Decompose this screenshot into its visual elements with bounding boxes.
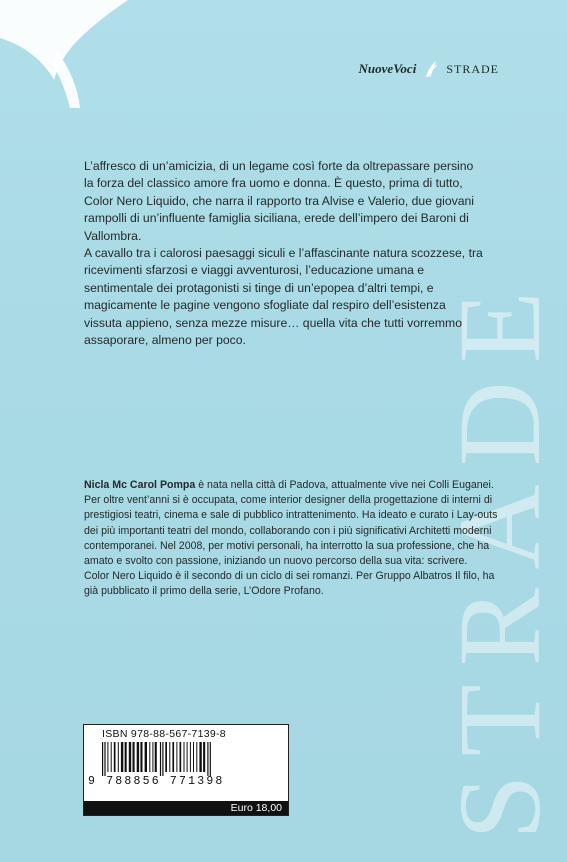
synopsis bbox=[84, 158, 484, 349]
price-bar bbox=[84, 801, 288, 815]
barcode-label bbox=[83, 724, 289, 816]
corner-swoosh-graphic bbox=[0, 0, 140, 110]
synopsis-paragraph-2: A cavallo tra i calorosi paesaggi siculi e l’affascinante natura scozzese, tra ricevimenti sfarzosi e viaggi avventurosi, l’educazione umana e sentimentale dei protagonisti si tinge di un’epopea d’altri tempi, e magicamente le pagine vengono sfogliate dal respiro dell’esistenza vissuta appieno, senza mezze misure… quella vita che tutti vorremmo assaporare, almeno per poco. bbox=[84, 246, 483, 348]
series-note: Color Nero Liquido è il secondo di un ciclo di sei romanzi. Per Gruppo Albatros Il filo, ha già pubblicato il primo della serie, L’Odore Profano. bbox=[84, 570, 495, 598]
series-name: NuoveVoci bbox=[358, 61, 417, 76]
synopsis-paragraph-1: L’affresco di un’amicizia, di un legame così forte da oltrepassare persino la forza del classico amore fra uomo e donna. È questo, prima di tutto, Color Nero Liquido, che narra il rapporto tra Alvise e Valerio, due giovani rampolli di un’influente famiglia siciliana, erede dell’impero dei Baroni di Vallombra. bbox=[84, 159, 474, 243]
author-bio bbox=[84, 478, 504, 600]
barcode-bars bbox=[98, 742, 274, 776]
author-name: Nicla Mc Carol Pompa bbox=[84, 479, 196, 491]
publisher-brand bbox=[359, 60, 499, 78]
watermark-text: STRADE bbox=[434, 273, 565, 840]
collection-name: STRADE bbox=[446, 61, 499, 76]
price: Euro 18,00 bbox=[230, 802, 282, 814]
isbn-label: ISBN 978-88-567-7139-8 bbox=[102, 728, 226, 740]
bio-text: è nata nella città di Padova, attualmente vive nei Colli Euganei. Per oltre vent’anni si è occupata, come interior designer della progettazione di interni di prestigiosi teatri, cinema e sale di pubblico intrattenimento. Ha ideato e curato i Lay-outs dei più importanti teatri del mondo, collaborando con i più significativi Architetti moderni contemporanei. Nel 2008, per motivi personali, ha interrotto la sua professione, che ha amato e svolto con passione, iniziando un nuovo percorso della sua vita: scrivere. bbox=[84, 479, 498, 568]
brand-feather-icon bbox=[424, 60, 438, 78]
barcode-number: 9 788856 771398 bbox=[88, 775, 225, 788]
bio-paragraph bbox=[84, 478, 504, 569]
